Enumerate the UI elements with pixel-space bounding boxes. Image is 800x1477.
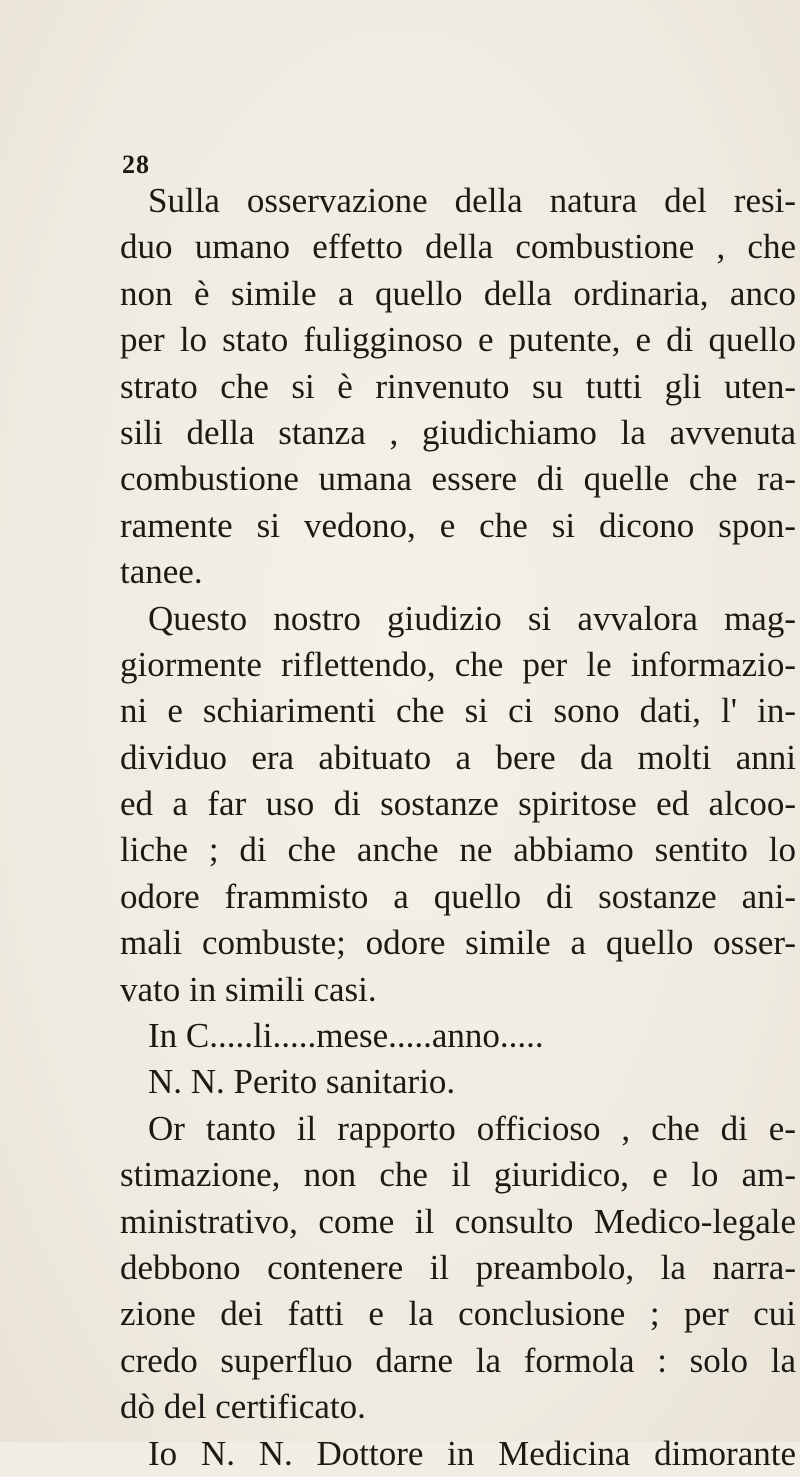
text-line: Questo nostro giudizio si avvalora mag-	[148, 598, 796, 638]
text-line: dò del certificato.	[120, 1387, 366, 1427]
text-line: vato in simili casi.	[120, 969, 377, 1009]
text-line: credo superfluo darne la formola : solo la	[120, 1340, 796, 1380]
text-line: sili della stanza , giudichiamo la avvenuta	[120, 412, 796, 452]
text-line: dividuo era abituato a bere da molti anni	[120, 737, 796, 777]
text-line: debbono contenere il preambolo, la narra-	[120, 1247, 796, 1287]
text-line: Io N. N. Dottore in Medicina dimorante	[148, 1433, 796, 1473]
text-line: zione dei fatti e la conclusione ; per cui	[120, 1294, 796, 1334]
text-line: In C.....li.....mese.....anno.....	[148, 1016, 544, 1056]
text-line: Sulla osservazione della natura del resi-	[148, 181, 796, 220]
text-line: liche ; di che anche ne abbiamo sentito lo	[120, 830, 796, 870]
text-line: stimazione, non che il giuridico, e lo am-	[120, 1155, 796, 1195]
text-line: ramente si vedono, e che si dicono spon-	[120, 505, 796, 545]
text-line: ed a far uso di sostanze spiritose ed alcoo-	[120, 784, 796, 824]
text-line: ministrativo, come il consulto Medico-legale	[120, 1201, 796, 1241]
page-number: 28	[122, 150, 150, 179]
text-line: odore frammisto a quello di sostanze ani-	[120, 876, 796, 916]
text-line: per lo stato fuligginoso e putente, e di quello	[120, 320, 796, 360]
text-line: N. N. Perito sanitario.	[148, 1062, 456, 1102]
text-line: duo umano effetto della combustione , che	[120, 227, 796, 267]
text-line: ni e schiarimenti che si ci sono dati, l' in-	[120, 691, 796, 731]
text-line: combustione umana essere di quelle che ra-	[120, 459, 796, 499]
text-line: Or tanto il rapporto officioso , che di e-	[148, 1108, 796, 1148]
text-line: tanee.	[120, 552, 203, 592]
text-line: non è simile a quello della ordinaria, anco	[120, 273, 796, 313]
text-line: strato che si è rinvenuto su tutti gli uten-	[120, 366, 796, 406]
text-line: mali combuste; odore simile a quello osser-	[120, 923, 796, 963]
body-text	[120, 178, 796, 1477]
text-line: giormente riflettendo, che per le informazio-	[120, 644, 796, 684]
